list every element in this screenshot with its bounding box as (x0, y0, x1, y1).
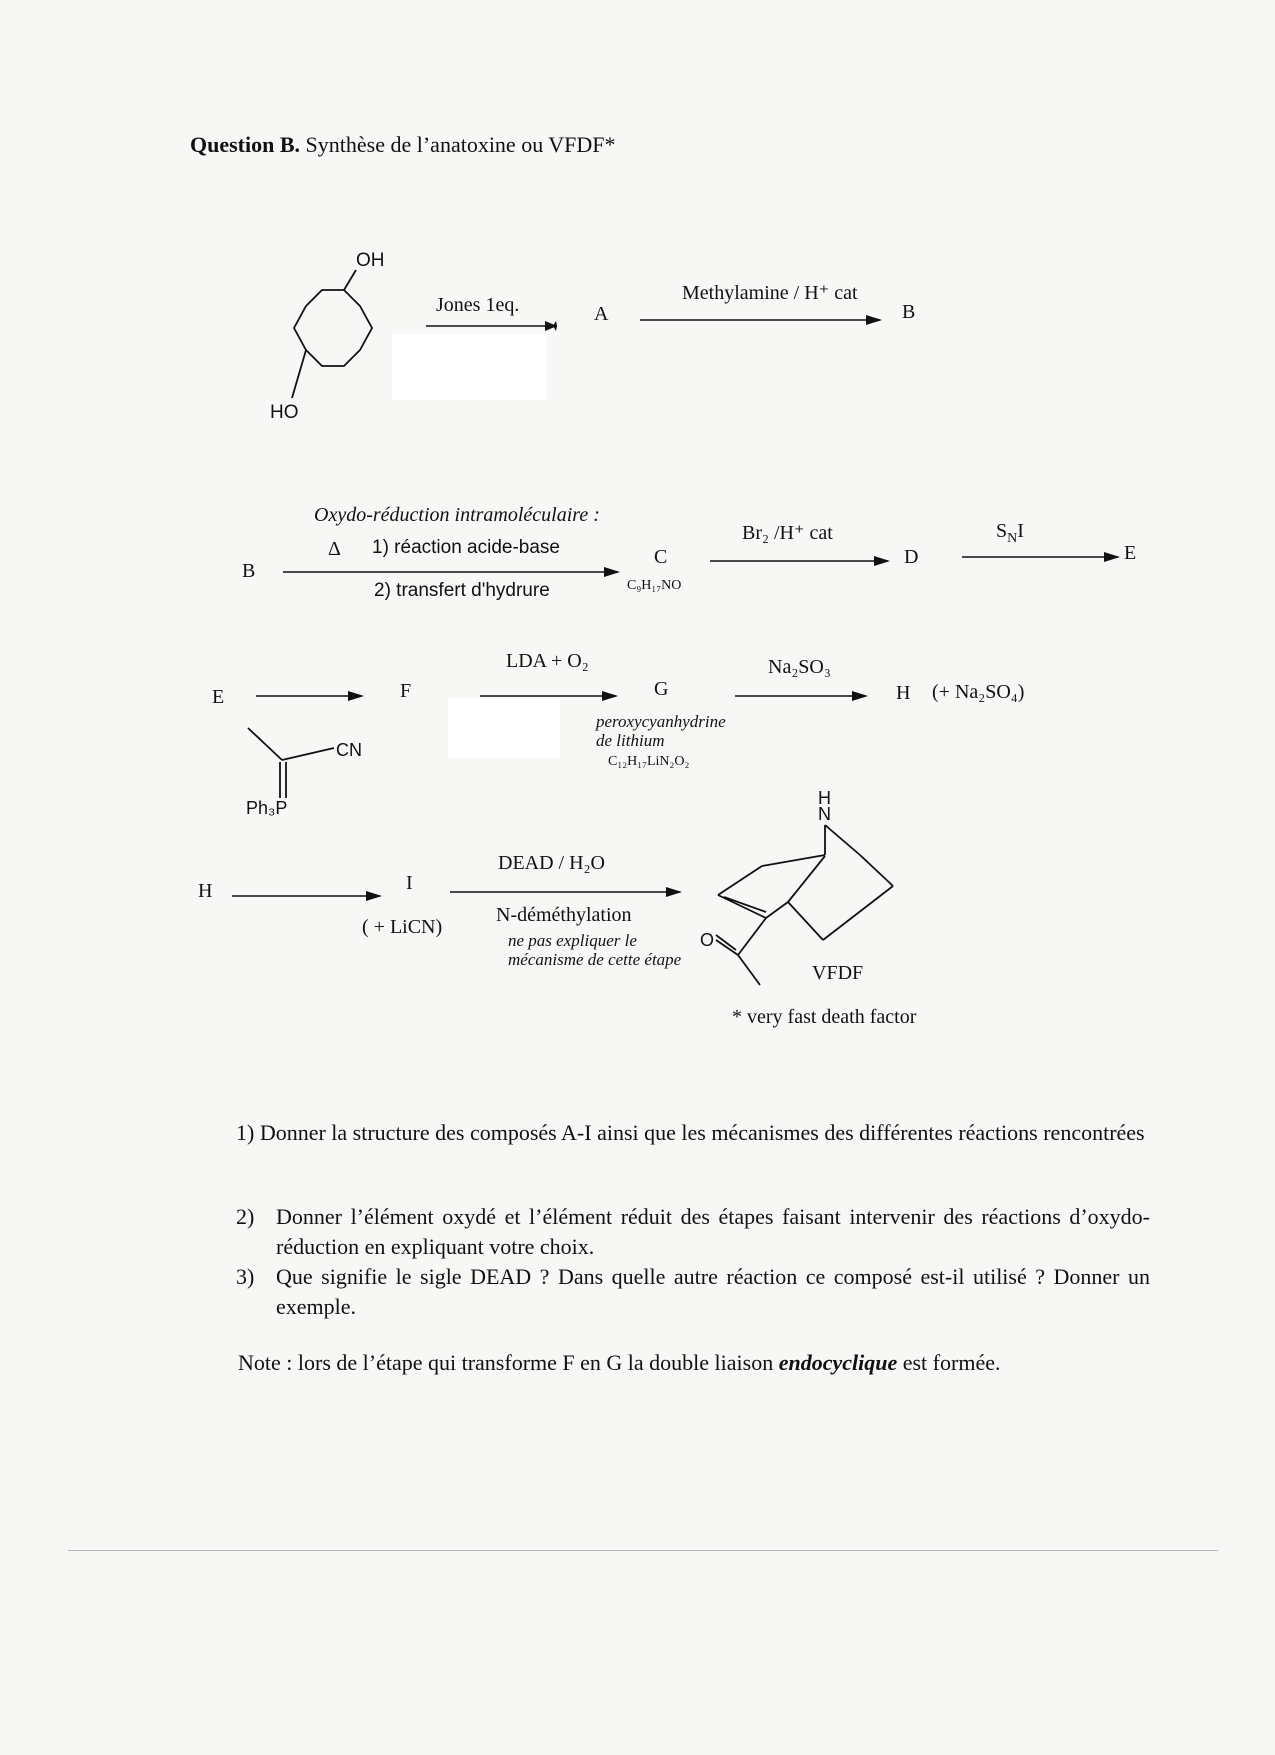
reagent-br2: Br₂ /H⁺ cat (742, 522, 833, 544)
compound-d: D (904, 546, 919, 568)
cn-label: CN (336, 740, 362, 760)
product-vfdf: VFDF (812, 962, 864, 984)
compound-b-2: B (242, 560, 256, 582)
ylide-cn-bond (282, 748, 334, 760)
compound-g-formula: C₁₂H₁₇LiN₂O₂ (608, 754, 690, 769)
note-no-mechanism-1: ne pas expliquer le (508, 931, 637, 950)
step-acid-base: 1) réaction acide-base (372, 537, 560, 558)
question-subject: Synthèse de l’anatoxine ou VFDF* (300, 132, 616, 157)
ylide-methyl-bond (248, 728, 282, 760)
ho-bottom-label: HO (270, 402, 299, 423)
compound-e-2: E (212, 686, 225, 708)
oh-top-label: OH (356, 250, 385, 271)
cyclooctane-ring (294, 290, 372, 366)
compound-f: F (400, 680, 412, 702)
carbonyl-o-label: O (700, 930, 715, 950)
g-description-2: de lithium (596, 731, 665, 750)
compound-c-formula: C₉H₁₇NO (627, 578, 682, 593)
reagent-lda: LDA + O₂ (506, 650, 589, 672)
oh-bond (344, 270, 356, 290)
reagent-dead: DEAD / H₂O (498, 852, 605, 874)
compound-h-2: H (198, 880, 213, 902)
question-2: Donner l’élément oxydé et l’élément réduit des étapes faisant intervenir des réactions d’oxydo-réduction en expliquant votre choix. (276, 1204, 1150, 1259)
blank-patch-2 (448, 698, 560, 758)
question-2-number: 2) (236, 1204, 255, 1229)
reagent-na2so3: Na₂SO₃ (768, 656, 831, 678)
compound-e: E (1124, 542, 1137, 564)
nh-h-label: H (818, 788, 831, 808)
compound-i: I (406, 872, 413, 894)
note-emphasis: endocyclique (778, 1350, 898, 1375)
note-no-mechanism-2: mécanisme de cette étape (508, 950, 682, 969)
note-text-b: est formée. (897, 1350, 1001, 1375)
compound-h: H (896, 682, 911, 704)
delta-symbol: Δ (328, 538, 341, 560)
h-byproduct: (+ Na₂SO₄) (932, 681, 1025, 703)
footnote: * very fast death factor (732, 1006, 917, 1028)
compound-g: G (654, 678, 669, 700)
oxydo-reduction-title: Oxydo-réduction intramoléculaire : (314, 504, 600, 526)
compound-c: C (654, 546, 668, 568)
question-3-number: 3) (236, 1264, 255, 1289)
ho-bond (292, 350, 306, 398)
note-text-a: Note : lors de l’étape qui transforme F en G la double liaison (238, 1350, 779, 1375)
compound-b: B (902, 301, 916, 323)
question-label: Question B. (190, 132, 301, 157)
blank-patch-1 (392, 334, 547, 400)
step-hydride-transfer: 2) transfert d'hydrure (374, 580, 550, 601)
question-3: Que signifie le sigle DEAD ? Dans quelle autre réaction ce composé est-il utilisé ? Donner un exemple. (276, 1264, 1150, 1319)
reagent-methylamine: Methylamine / H⁺ cat (682, 282, 858, 304)
compound-a: A (594, 303, 609, 325)
g-description-1: peroxycyanhydrine (596, 712, 726, 731)
page-divider (68, 1550, 1218, 1551)
i-byproduct: ( + LiCN) (362, 916, 443, 938)
nh-n-label: N (818, 804, 831, 824)
reagent-sni: $S_NI$ (996, 520, 1024, 546)
note-line (238, 1350, 1000, 1376)
question-1: 1) Donner la structure des composés A-I ainsi que les mécanismes des différentes réactions rencontrées (236, 1120, 1145, 1145)
reagent-n-demethylation: N-déméthylation (496, 904, 632, 926)
reagent-jones: Jones 1eq. (436, 294, 520, 316)
ph3p-label: Ph₃P (246, 798, 288, 818)
